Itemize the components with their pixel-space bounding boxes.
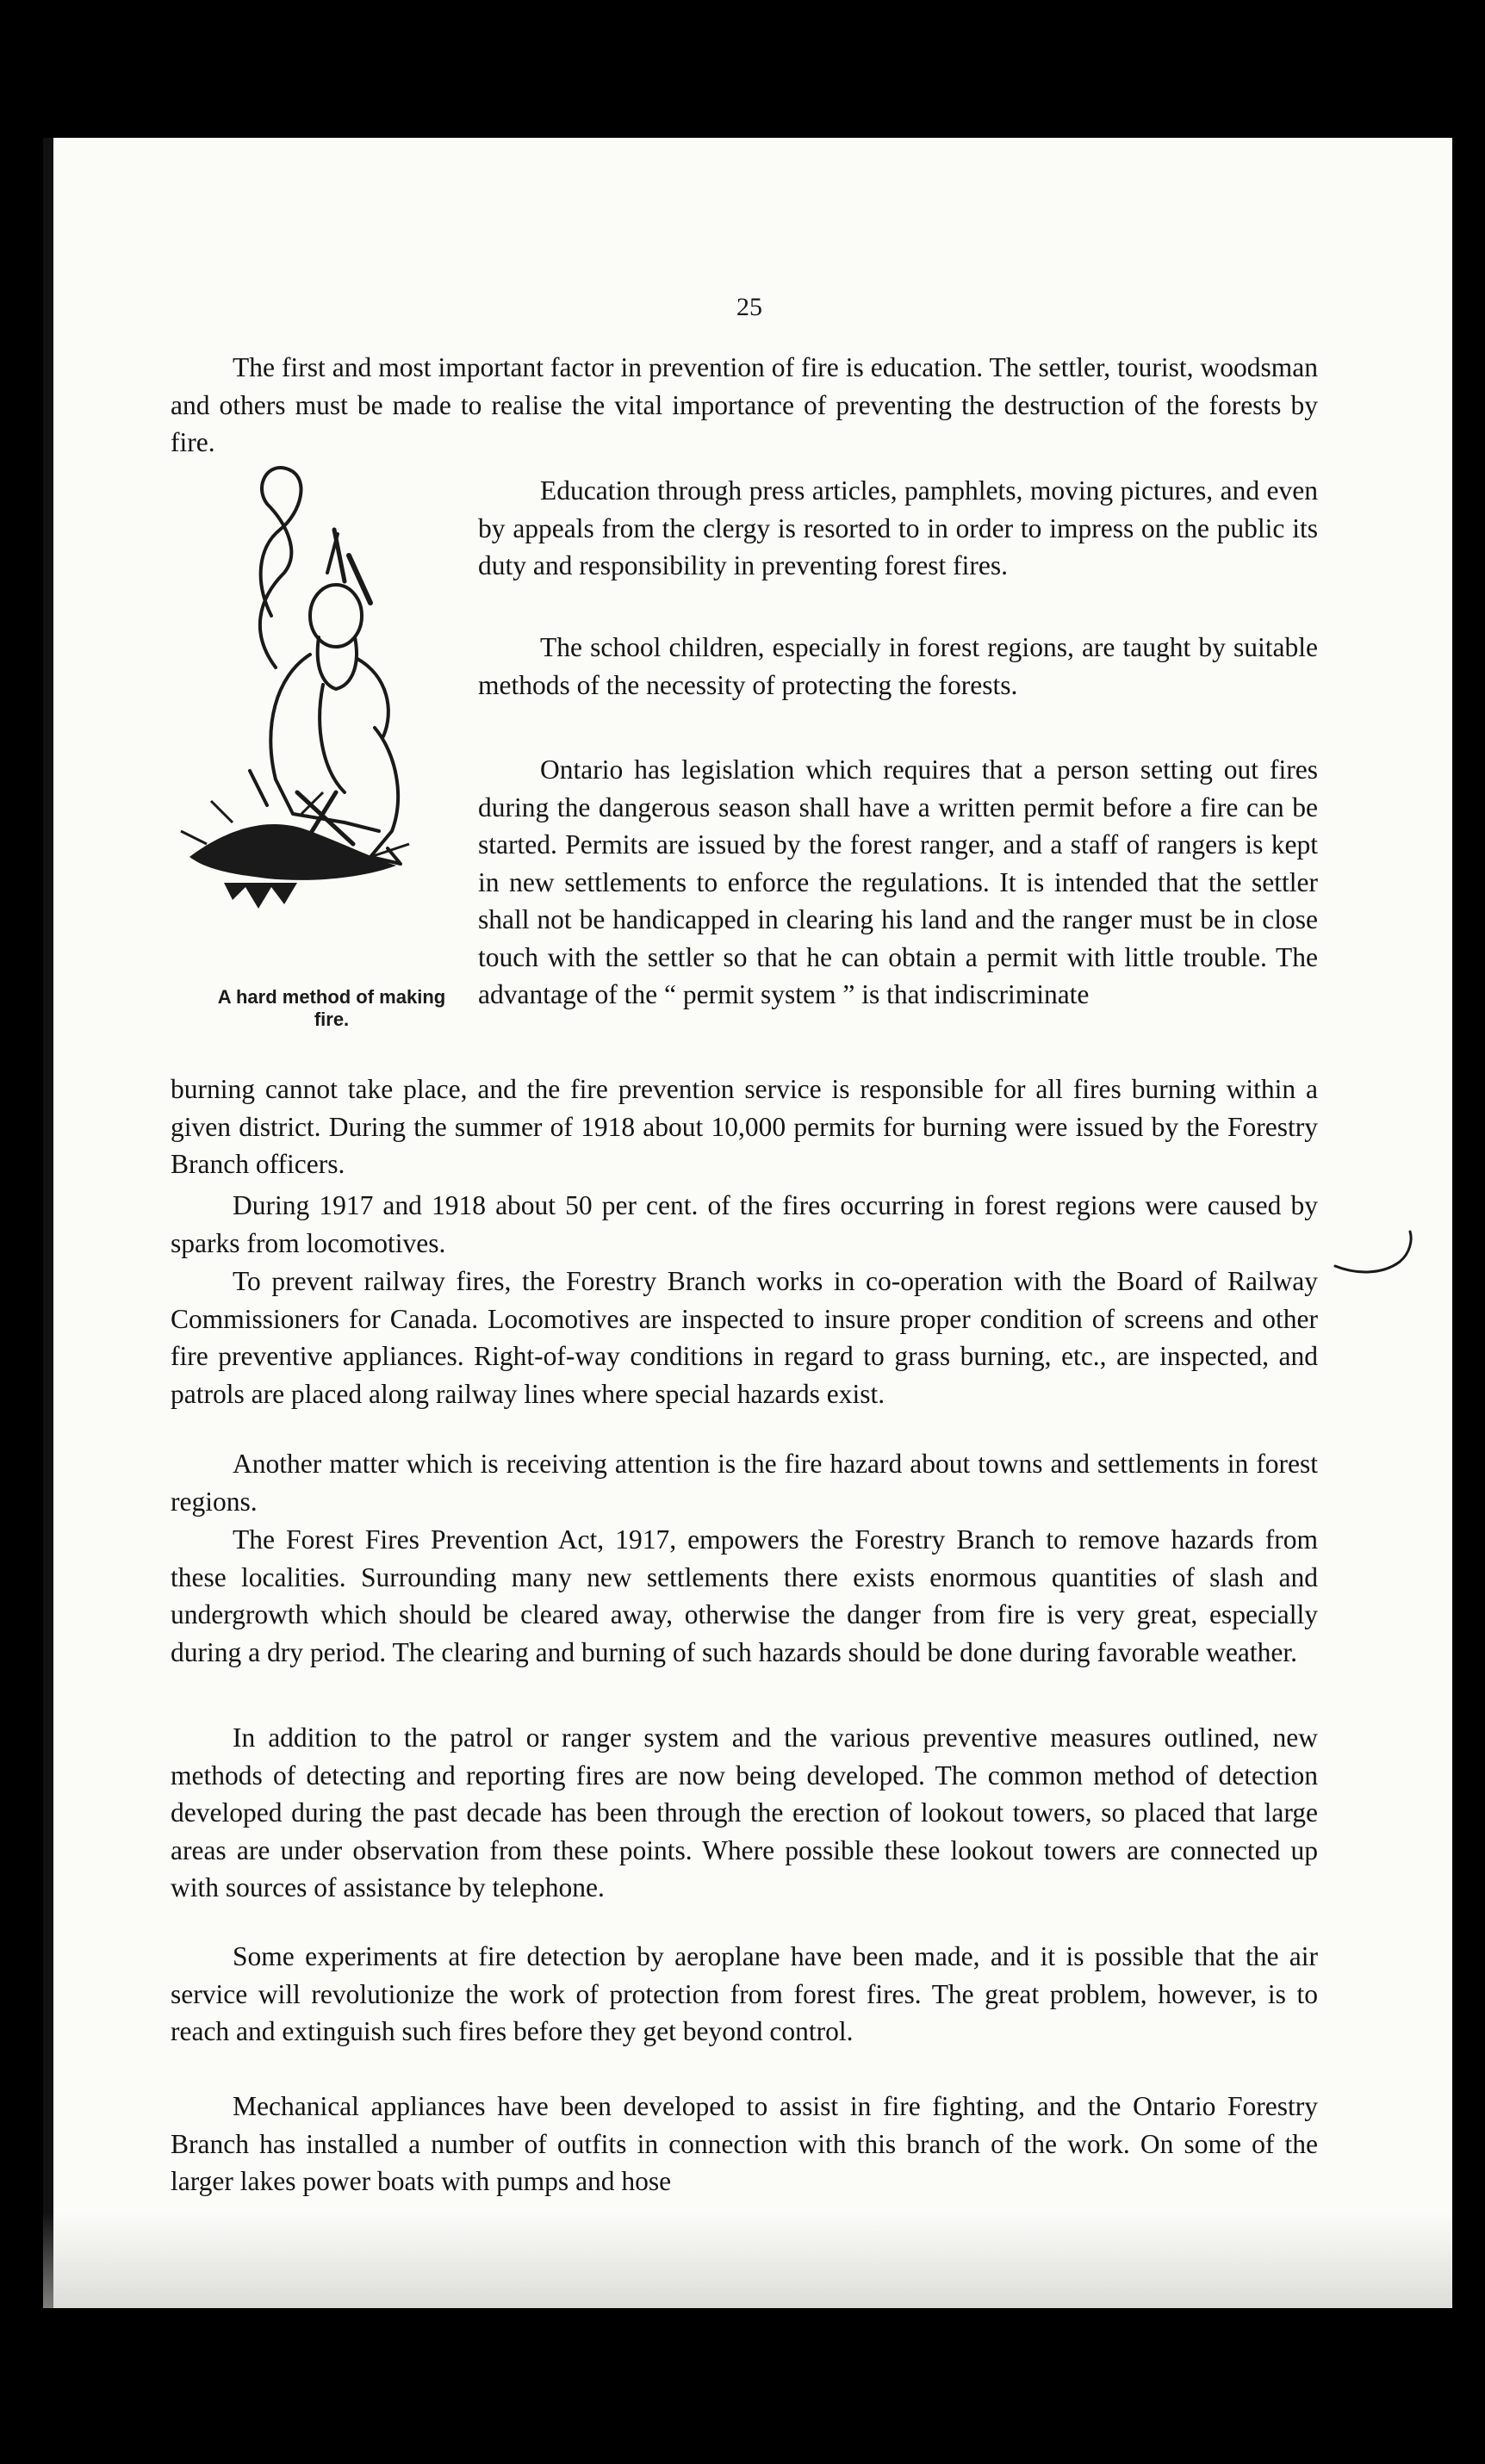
paragraph-school-children: The school children, especially in forest regions, are taught by suitable methods of the necessity of protecting the forests. — [478, 632, 1318, 700]
document-page — [43, 138, 1452, 2308]
paragraph-press-articles: Education through press articles, pamphlets, moving pictures, and even by appeals from the clergy is resorted to in order to impress on the public its duty and responsibility in preventing forest fires. — [478, 475, 1318, 580]
paragraph-towns-settlements: Another matter which is receiving attention is the fire hazard about towns and settlements in forest regions. — [171, 1449, 1318, 1517]
page-binding-edge — [43, 138, 53, 2308]
handwritten-margin-mark — [1331, 1227, 1434, 1288]
page-bottom-smudge — [43, 2213, 1452, 2308]
campfire-figure-illustration — [172, 452, 465, 934]
paragraph-aeroplane-detection: Some experiments at fire detection by aeroplane have been made, and it is possible that the air service will revolutionize the work of protection from forest fires. The great problem, however, is to reach and extinguish such fires before they get beyond control. — [171, 1941, 1318, 2046]
scan-border-top — [0, 0, 1485, 138]
paragraph-locomotive-sparks: During 1917 and 1918 about 50 per cent. of the fires occurring in forest regions were caused by sparks from locomotives. — [171, 1190, 1318, 1258]
illustration-caption: A hard method of making fire. — [217, 986, 446, 1030]
paragraph-fire-prevention-act: The Forest Fires Prevention Act, 1917, empowers the Forestry Branch to remove hazards from these localities. Surrounding many new settlements there exists enormous quantities of slash and undergrowth which should be cleared away, otherwise the danger from fire is very great, especially during a dry period. The clearing and burning of such hazards should be done during favorable weather. — [171, 1524, 1318, 1667]
paragraph-ontario-legislation: Ontario has legislation which requires that a person setting out fires during the dangerous season shall have a written permit before a fire can be started. Permits are issued by the forest ranger, and a staff of rangers is kept in new settlements to enforce the regulations. It is intended that the settler shall not be handicapped in clearing his land and the ranger must be in close touch with the settler so that he can obtain a permit with little trouble. The advantage of the “ permit system ” is that indiscriminate — [478, 754, 1318, 1009]
paragraph-detection-methods: In addition to the patrol or ranger system and the various preventive measures outlined, new methods of detecting and reporting fires are now being developed. The common method of detection developed during the past decade has been through the erection of lookout towers, so placed that large areas are under observation from these points. Where possible these lookout towers are connected up with sources of assistance by telephone. — [171, 1722, 1318, 1902]
paragraph-railway-fires: To prevent railway fires, the Forestry Branch works in co-operation with the Board of Railway Commissioners for Canada. Locomotives are inspected to insure proper condition of screens and other fire preventive appliances. Right-of-way conditions in regard to grass burning, etc., are inspected, and patrols are placed along railway lines where special hazards exist. — [171, 1266, 1318, 1409]
paragraph-burning-permits: burning cannot take place, and the fire prevention service is responsible for all fires burning within a given district. During the summer of 1918 about 10,000 permits for burning were issued by the Forestry Branch officers. — [171, 1074, 1318, 1179]
paragraph-mechanical-appliances: Mechanical appliances have been developed to assist in fire fighting, and the Ontario Forestry Branch has installed a number of outfits in connection with this branch of the work. On some of the larger lakes power boats with pumps and hose — [171, 2091, 1318, 2196]
page-number: 25 — [736, 293, 762, 321]
paragraph-education-intro: The first and most important factor in prevention of fire is education. The settler, tourist, woodsman and others must be made to realise the vital importance of preventing the destruction of the forests by fire. — [171, 352, 1318, 457]
